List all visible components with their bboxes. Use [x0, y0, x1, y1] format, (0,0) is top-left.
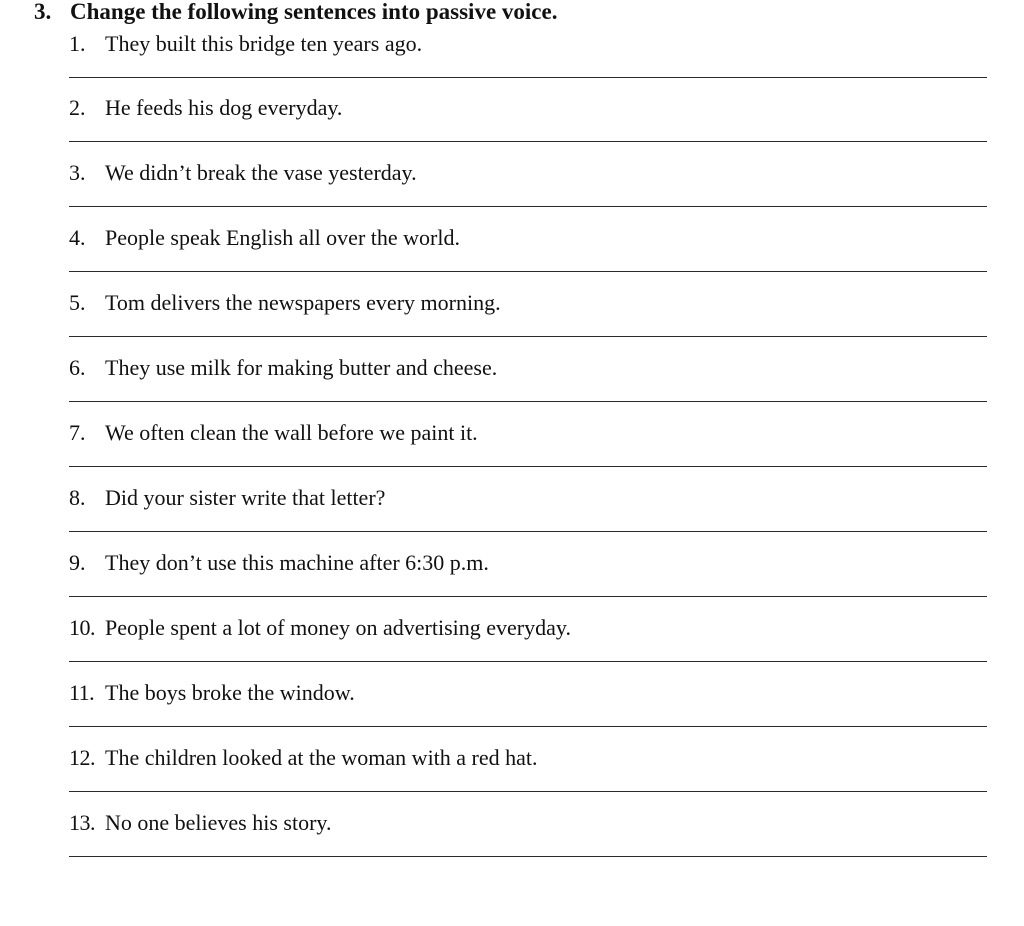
item-number: 5. — [69, 290, 86, 315]
item-number: 6. — [69, 355, 86, 380]
item-number: 11. — [69, 680, 95, 705]
exercise-item-13 — [69, 809, 987, 874]
item-text — [69, 419, 478, 447]
answer-line[interactable] — [69, 791, 987, 792]
item-sentence: They use milk for making butter and cheese. — [105, 355, 498, 380]
exercise-item-7 — [69, 419, 987, 484]
item-number: 10. — [69, 615, 95, 640]
item-sentence: The boys broke the window. — [105, 680, 355, 705]
item-text — [69, 224, 460, 252]
exercise-item-2 — [69, 94, 987, 159]
item-sentence: Did your sister write that letter? — [105, 485, 386, 510]
answer-line[interactable] — [69, 141, 987, 142]
exercise-item-10 — [69, 614, 987, 679]
item-number: 2. — [69, 95, 86, 120]
exercise-item-12 — [69, 744, 987, 809]
item-number: 9. — [69, 550, 86, 575]
item-number: 3. — [69, 160, 86, 185]
item-sentence: We often clean the wall before we paint it. — [105, 420, 478, 445]
answer-line[interactable] — [69, 401, 987, 402]
item-sentence: People speak English all over the world. — [105, 225, 460, 250]
answer-line[interactable] — [69, 856, 987, 857]
item-sentence: He feeds his dog everyday. — [105, 95, 343, 120]
item-text — [69, 484, 385, 512]
item-sentence: They don’t use this machine after 6:30 p.m. — [105, 550, 489, 575]
answer-line[interactable] — [69, 271, 987, 272]
exercise-item-5 — [69, 289, 987, 354]
item-text — [69, 679, 355, 707]
exercise-item-1 — [69, 30, 987, 95]
answer-line[interactable] — [69, 466, 987, 467]
item-text — [69, 30, 422, 58]
item-sentence: No one believes his story. — [105, 810, 332, 835]
exercise-item-4 — [69, 224, 987, 289]
item-sentence: The children looked at the woman with a red hat. — [105, 745, 538, 770]
item-text — [69, 94, 342, 122]
exercise-item-3 — [69, 159, 987, 224]
exercise-heading — [34, 0, 557, 26]
item-text — [69, 159, 417, 187]
exercise-item-9 — [69, 549, 987, 614]
exercise-number: 3. — [34, 0, 52, 24]
exercise-item-8 — [69, 484, 987, 549]
item-sentence: Tom delivers the newspapers every morning. — [105, 290, 501, 315]
item-text — [69, 289, 501, 317]
answer-line[interactable] — [69, 726, 987, 727]
item-number: 1. — [69, 31, 86, 56]
exercise-item-11 — [69, 679, 987, 744]
item-number: 8. — [69, 485, 86, 510]
item-sentence: We didn’t break the vase yesterday. — [105, 160, 417, 185]
item-text — [69, 744, 538, 772]
item-sentence: People spent a lot of money on advertising everyday. — [105, 615, 571, 640]
answer-line[interactable] — [69, 206, 987, 207]
answer-line[interactable] — [69, 336, 987, 337]
answer-line[interactable] — [69, 661, 987, 662]
item-sentence: They built this bridge ten years ago. — [105, 31, 423, 56]
answer-line[interactable] — [69, 77, 987, 78]
item-text — [69, 549, 489, 577]
exercise-item-6 — [69, 354, 987, 419]
item-number: 4. — [69, 225, 86, 250]
item-text — [69, 354, 497, 382]
item-number: 13. — [69, 810, 95, 835]
item-text — [69, 614, 571, 642]
item-number: 7. — [69, 420, 86, 445]
answer-line[interactable] — [69, 596, 987, 597]
answer-line[interactable] — [69, 531, 987, 532]
exercise-instruction: Change the following sentences into passive voice. — [70, 0, 558, 24]
item-text — [69, 809, 331, 837]
item-number: 12. — [69, 745, 95, 770]
